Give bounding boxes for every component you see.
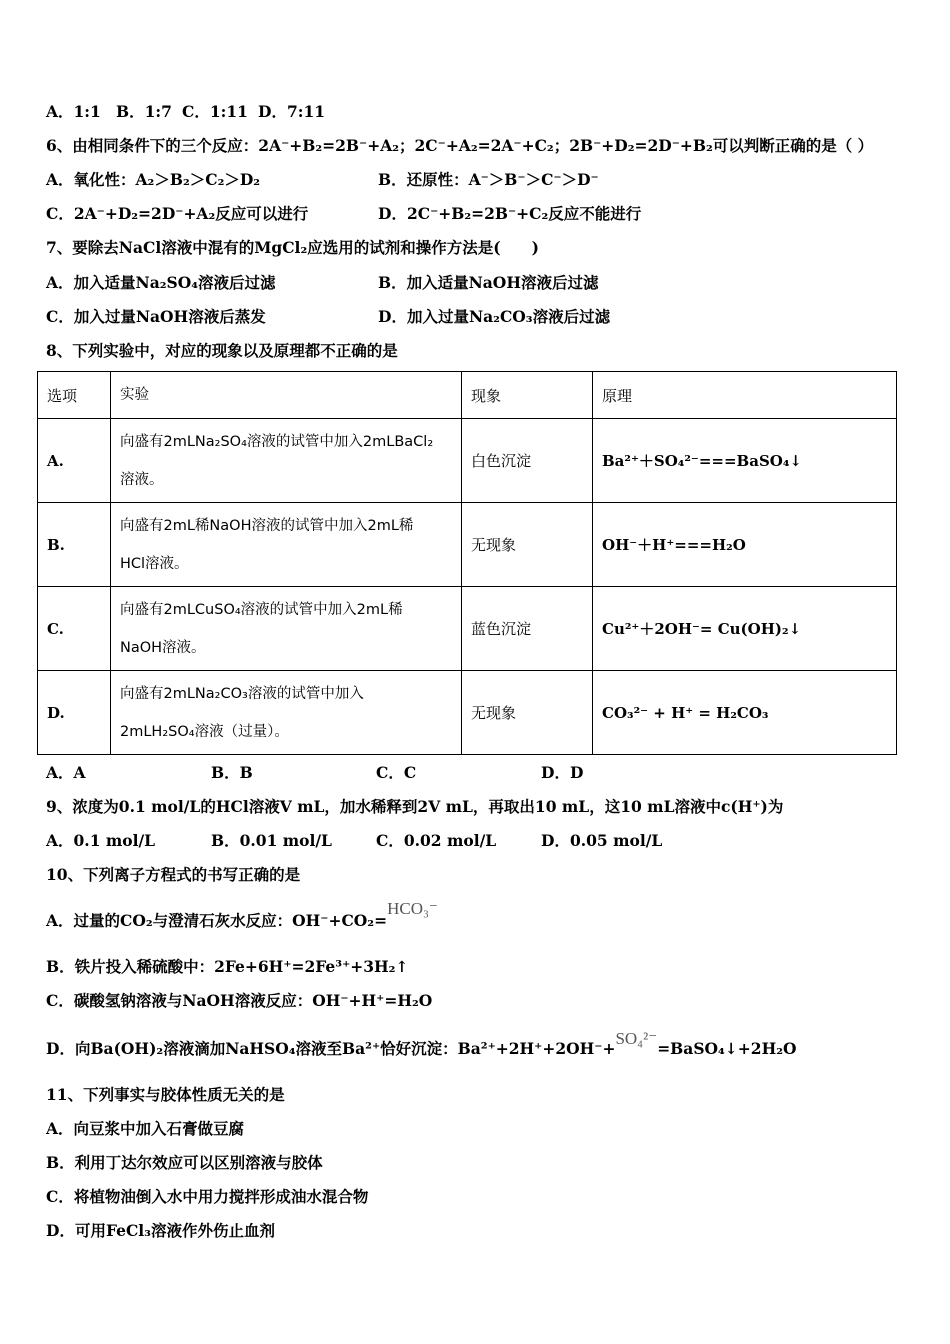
q10-option-d-tail: =BaSO₄↓+2H₂O xyxy=(657,1039,797,1058)
q10-option-c: C．碳酸氢钠溶液与NaOH溶液反应：OH⁻+H⁺=H₂O xyxy=(46,991,433,1010)
experiment-line-2: 溶液。 xyxy=(120,471,164,488)
table-row xyxy=(38,671,897,755)
header-principle: 原理 xyxy=(593,372,897,419)
header-option: 选项 xyxy=(38,372,111,419)
q6-option-c: C．2A⁻+D₂=2D⁻+A₂反应可以进行 xyxy=(46,204,309,223)
q6-option-a: A．氧化性：A₂＞B₂＞C₂＞D₂ xyxy=(46,170,261,189)
table-row xyxy=(38,503,897,587)
row-principle: CO₃²⁻ + H⁺ = H₂CO₃ xyxy=(593,671,897,755)
q6-option-b: B．还原性：A⁻＞B⁻＞C⁻＞D⁻ xyxy=(378,170,599,189)
so4-formula-image: SO₄²⁻ xyxy=(615,1029,658,1048)
q10-option-d-text: D．向Ba(OH)₂溶液滴加NaHSO₄溶液至Ba²⁺恰好沉淀：Ba²⁺+2H⁺+2OH⁻+ xyxy=(46,1039,616,1058)
experiment-line-1: 向盛有2mLNa₂CO₃溶液的试管中加入 xyxy=(120,685,364,702)
header-phenomenon: 现象 xyxy=(462,372,593,419)
q8-stem: 8、下列实验中，对应的现象以及原理都不正确的是 xyxy=(46,341,398,360)
row-option: B. xyxy=(38,503,111,587)
header-experiment: 实验 xyxy=(111,372,462,419)
row-experiment xyxy=(111,419,462,503)
row-principle: OH⁻＋H⁺===H₂O xyxy=(593,503,897,587)
experiment-line-2: NaOH溶液。 xyxy=(120,639,206,656)
table-row xyxy=(38,587,897,671)
q9-option-d: D．0.05 mol/L xyxy=(541,831,663,850)
q10-option-b: B．铁片投入稀硫酸中：2Fe+6H⁺=2Fe³⁺+3H₂↑ xyxy=(46,957,409,976)
q5-options xyxy=(46,102,325,122)
q11-option-d: D．可用FeCl₃溶液作外伤止血剂 xyxy=(46,1221,275,1240)
q6-stem: 6、由相同条件下的三个反应：2A⁻+B₂=2B⁻+A₂；2C⁻+A₂=2A⁻+C₂；2B⁻+D₂=2D⁻+B₂可以判断正确的是（ ） xyxy=(46,136,874,155)
q10-option-d xyxy=(46,1029,797,1059)
q9-option-a: A．0.1 mol/L xyxy=(46,831,156,850)
experiment-line-1: 向盛有2mLCuSO₄溶液的试管中加入2mL稀 xyxy=(120,601,403,618)
q5-option-d: D．7:11 xyxy=(258,102,326,121)
experiment-line-1: 向盛有2mL稀NaOH溶液的试管中加入2mL稀 xyxy=(120,517,414,534)
q11-option-c: C．将植物油倒入水中用力搅拌形成油水混合物 xyxy=(46,1187,369,1206)
q7-stem: 7、要除去NaCl溶液中混有的MgCl₂应选用的试剂和操作方法是( ) xyxy=(46,238,539,257)
q7-option-d: D．加入过量Na₂CO₃溶液后过滤 xyxy=(378,307,611,326)
q8-option-d: D．D xyxy=(541,763,584,782)
experiment-line-2: 2mLH₂SO₄溶液（过量）。 xyxy=(120,723,289,740)
q5-option-c: C．1:11 xyxy=(182,102,248,121)
row-phenomenon: 蓝色沉淀 xyxy=(462,587,593,671)
q9-option-b: B．0.01 mol/L xyxy=(211,831,332,850)
row-phenomenon: 白色沉淀 xyxy=(462,419,593,503)
experiment-table xyxy=(37,371,897,755)
row-option: A. xyxy=(38,419,111,503)
row-option: C. xyxy=(38,587,111,671)
q10-option-a-text: A．过量的CO₂与澄清石灰水反应：OH⁻+CO₂= xyxy=(46,911,388,930)
table-header-row xyxy=(38,372,897,419)
row-experiment xyxy=(111,671,462,755)
q8-options xyxy=(46,763,583,783)
q11-stem: 11、下列事实与胶体性质无关的是 xyxy=(46,1085,285,1104)
q7-option-b: B．加入适量NaOH溶液后过滤 xyxy=(378,273,599,292)
q9-options xyxy=(46,831,662,851)
q8-option-b: B．B xyxy=(211,763,253,782)
q5-option-a: A．1:1 xyxy=(46,102,101,121)
q5-option-b: B．1:7 xyxy=(116,102,172,121)
hco3-formula-image: HCO₃⁻ xyxy=(387,899,438,918)
q6-option-d: D．2C⁻+B₂=2B⁻+C₂反应不能进行 xyxy=(378,204,642,223)
q8-option-c: C．C xyxy=(376,763,417,782)
q9-option-c: C．0.02 mol/L xyxy=(376,831,497,850)
row-experiment xyxy=(111,503,462,587)
row-experiment xyxy=(111,587,462,671)
table-row xyxy=(38,419,897,503)
row-phenomenon: 无现象 xyxy=(462,671,593,755)
row-principle: Ba²⁺＋SO₄²⁻===BaSO₄↓ xyxy=(593,419,897,503)
q8-option-a: A．A xyxy=(46,763,86,782)
experiment-line-2: HCl溶液。 xyxy=(120,555,189,572)
q11-option-a: A．向豆浆中加入石膏做豆腐 xyxy=(46,1119,245,1138)
q11-option-b: B．利用丁达尔效应可以区别溶液与胶体 xyxy=(46,1153,323,1172)
q7-option-a: A．加入适量Na₂SO₄溶液后过滤 xyxy=(46,273,276,292)
q10-option-a xyxy=(46,899,438,931)
q10-stem: 10、下列离子方程式的书写正确的是 xyxy=(46,865,301,884)
row-option: D. xyxy=(38,671,111,755)
row-principle: Cu²⁺＋2OH⁻= Cu(OH)₂↓ xyxy=(593,587,897,671)
row-phenomenon: 无现象 xyxy=(462,503,593,587)
q7-option-c: C．加入过量NaOH溶液后蒸发 xyxy=(46,307,266,326)
q9-stem: 9、浓度为0.1 mol/L的HCl溶液V mL，加水稀释到2V mL，再取出10 mL，这10 mL溶液中c(H⁺)为 xyxy=(46,797,784,816)
experiment-line-1: 向盛有2mLNa₂SO₄溶液的试管中加入2mLBaCl₂ xyxy=(120,433,434,450)
